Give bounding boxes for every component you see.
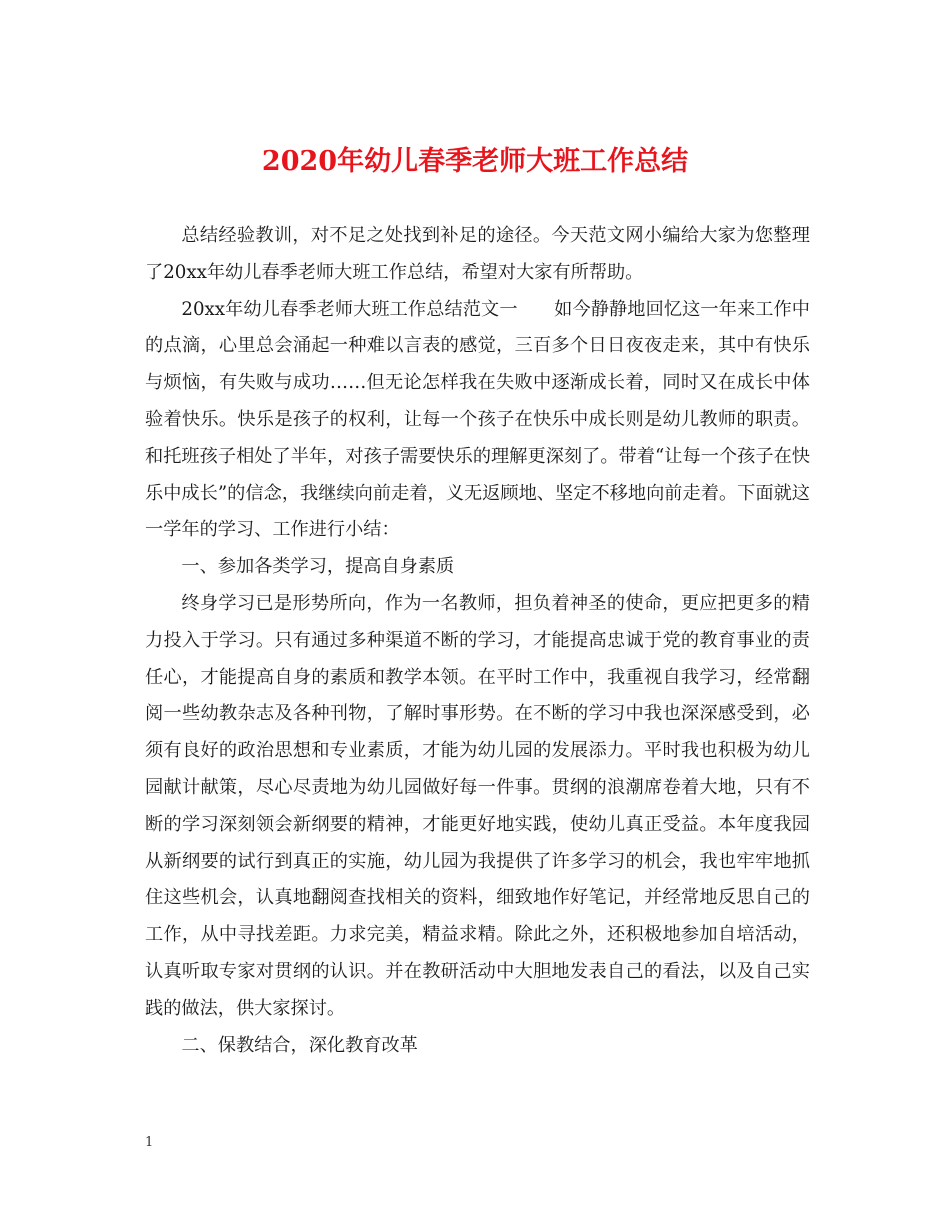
section-heading-1: 一、参加各类学习，提高自身素质 xyxy=(181,556,455,578)
section-heading-2: 二、保教结合，深化教育改革 xyxy=(181,1034,418,1056)
sample-essay-paragraph: 20xx年幼儿春季老师大班工作总结范文一 如今静静地回忆这一年来工作中的点滴，心里总会涌起一种难以言表的感觉，三百多个日日夜夜走来，其中有快乐与烦恼，有失败与成功……但无论怎样我在失败中逐渐成长着，同时又在成长中体验着快乐。快乐是孩子的权利，让每一个孩子在快乐中成长则是幼儿教师的职责。和托班孩子相处了半年，对孩子需要快乐的理解更深刻了。带着“让每一个孩子在快乐中成长”的信念，我继续向前走着，义无返顾地、坚定不移地向前走着。下面就这一学年的学习、工作进行小结： xyxy=(145,298,810,541)
page-number: 1 xyxy=(145,1135,154,1150)
section-1-paragraph: 终身学习已是形势所向，作为一名教师，担负着神圣的使命，更应把更多的精力投入于学习。只有通过多种渠道不断的学习，才能提高忠诚于党的教育事业的责任心，才能提高自身的素质和教学本领。在平时工作中，我重视自我学习，经常翻阅一些幼教杂志及各种刊物，了解时事形势。在不断的学习中我也深深感受到，必须有良好的政治思想和专业素质，才能为幼儿园的发展添力。平时我也积极为幼儿园献计献策，尽心尽责地为幼儿园做好每一件事。贯纲的浪潮席卷着大地，只有不断的学习深刻领会新纲要的精神，才能更好地实践，使幼儿真正受益。本年度我园从新纲要的试行到真正的实施，幼儿园为我提供了许多学习的机会，我也牢牢地抓住这些机会，认真地翻阅查找相关的资料，细致地作好笔记，并经常地反思自己的工作，从中寻找差距。力求完美，精益求精。除此之外，还积极地参加自培活动，认真听取专家对贯纲的认识。并在教研活动中大胆地发表自己的看法，以及自己实践的做法，供大家探讨。 xyxy=(145,592,810,1019)
document-body xyxy=(145,218,810,1064)
intro-paragraph: 总结经验教训，对不足之处找到补足的途径。今天范文网小编给大家为您整理了20xx年幼儿春季老师大班工作总结，希望对大家有所帮助。 xyxy=(145,225,810,283)
document-title: 2020年幼儿春季老师大班工作总结 xyxy=(261,146,689,177)
